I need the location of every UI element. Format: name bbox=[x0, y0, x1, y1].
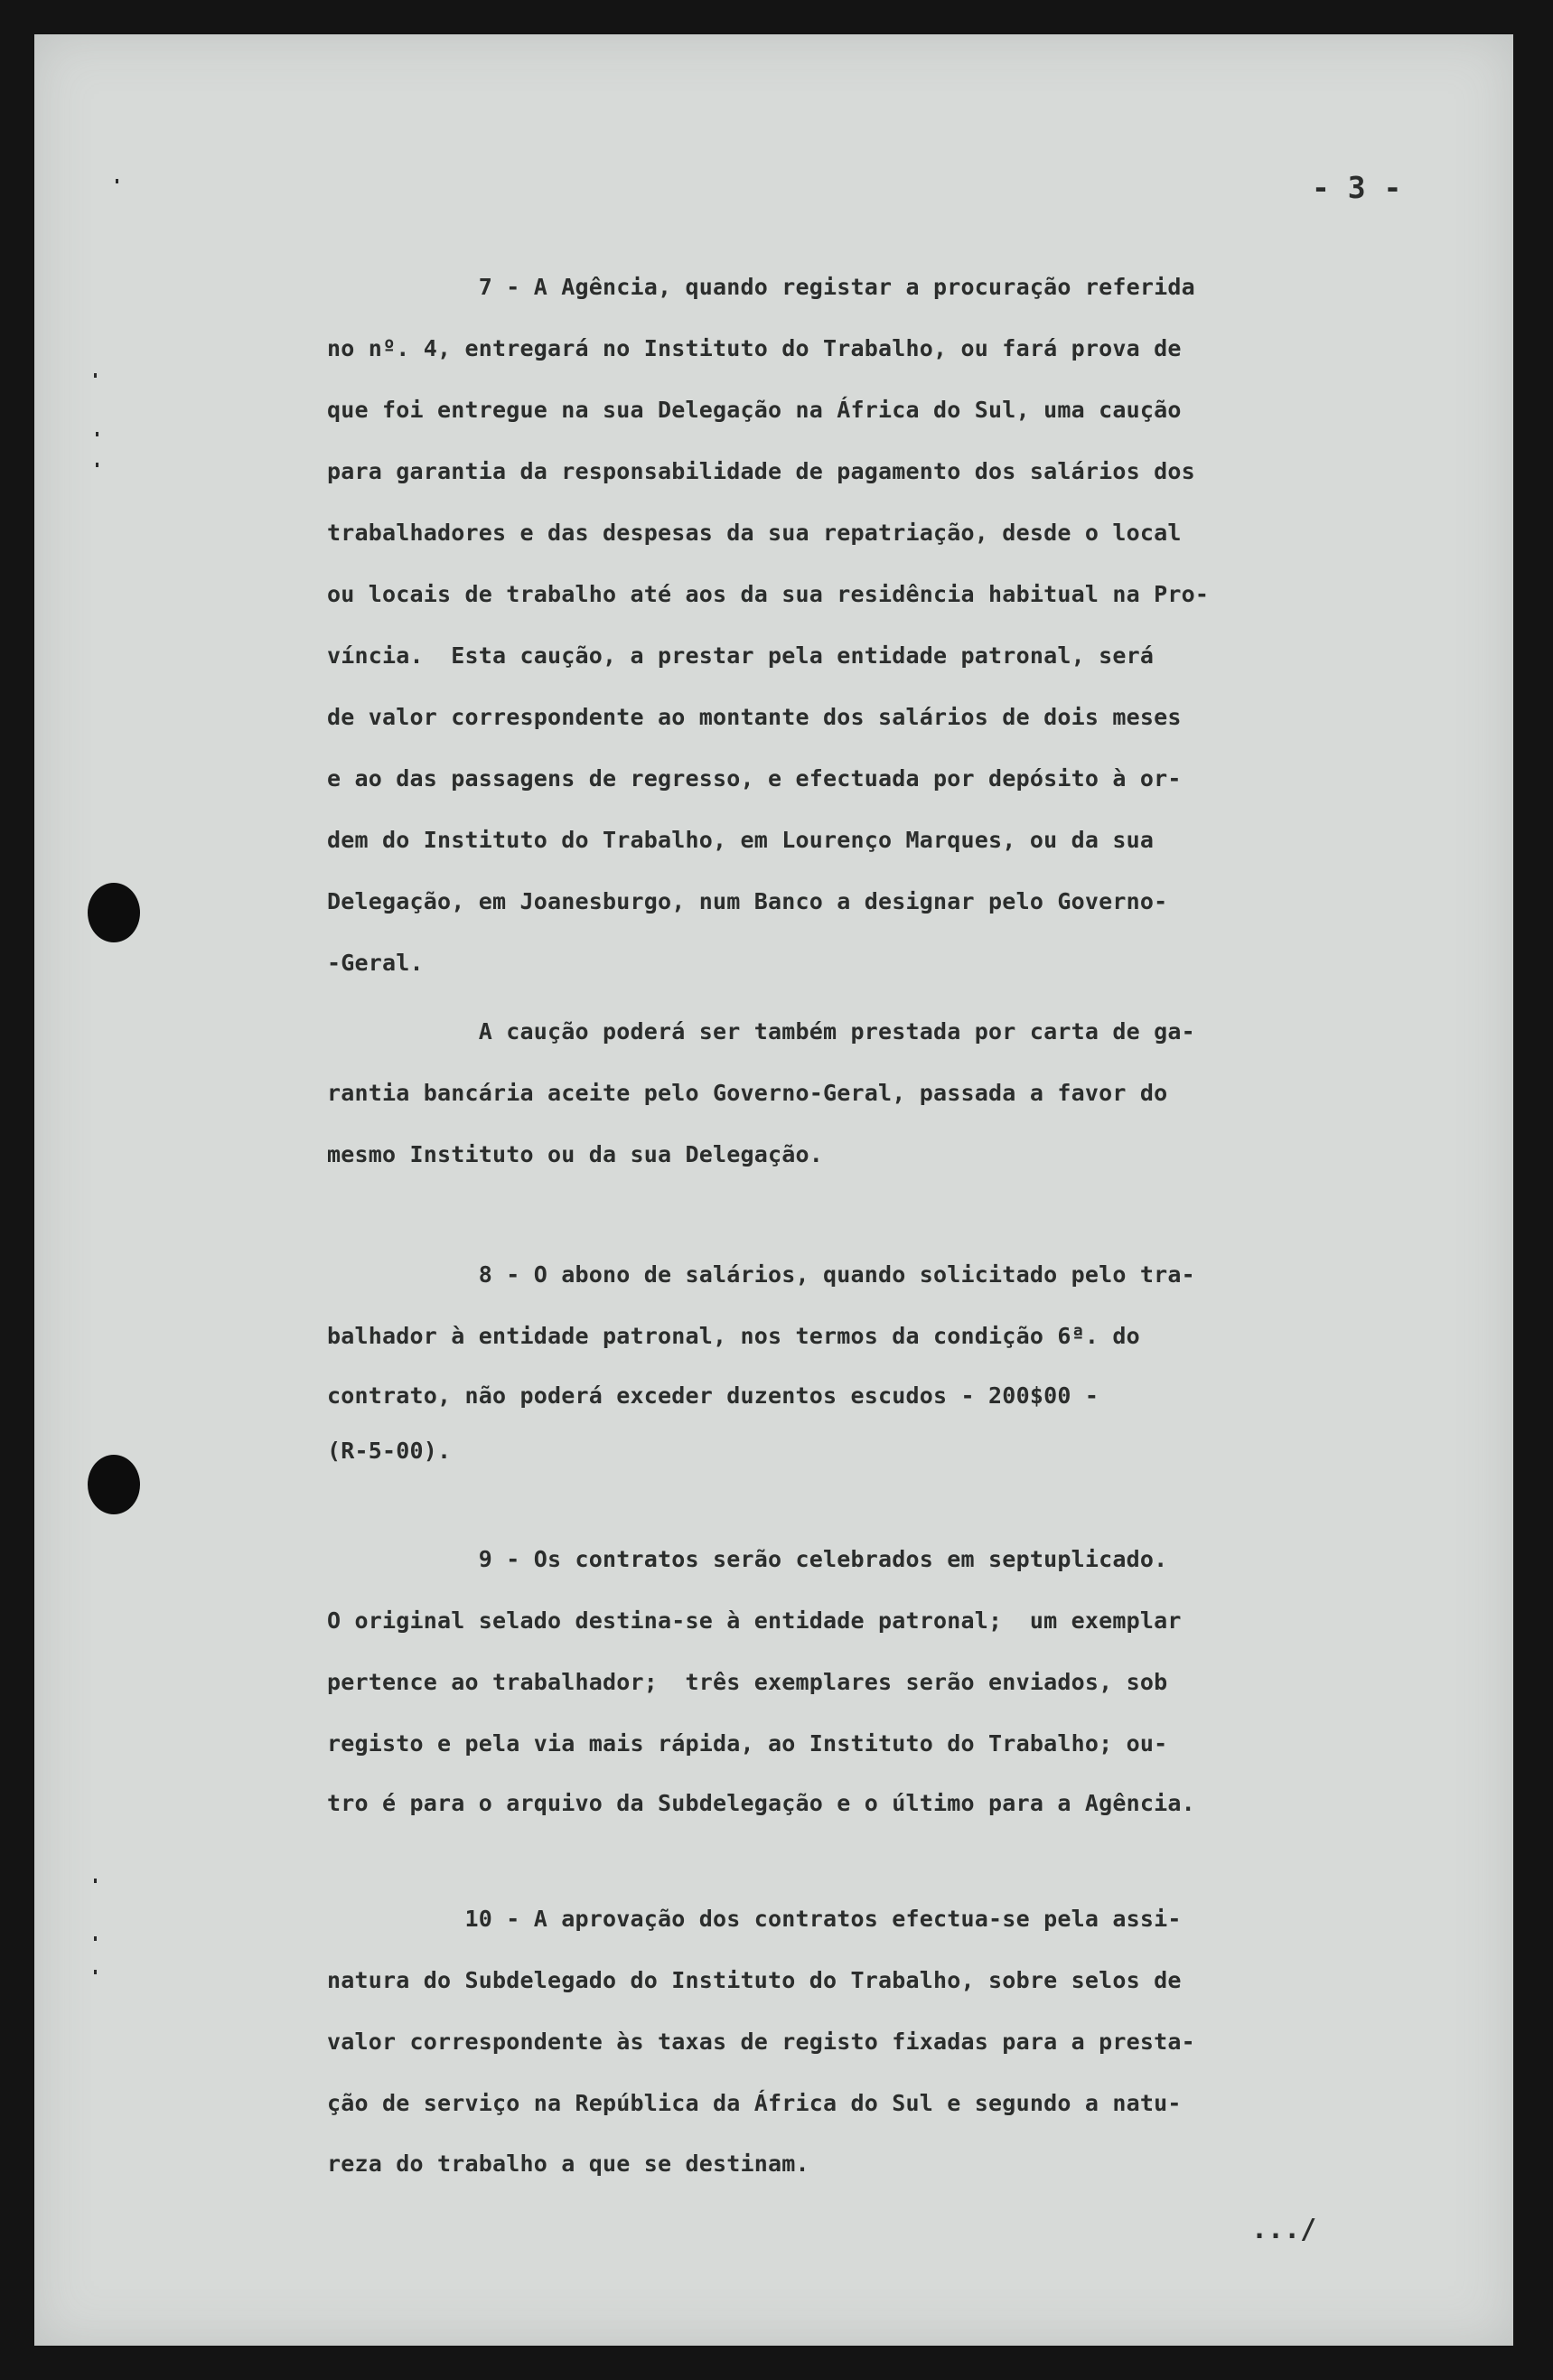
text-line: contrato, não poderá exceder duzentos escudos - 200$00 - bbox=[327, 1382, 1099, 1409]
margin-mark bbox=[94, 1879, 97, 1883]
text-line: 8 - O abono de salários, quando solicitado pelo tra- bbox=[327, 1261, 1195, 1288]
text-line: de valor correspondente ao montante dos salários de dois meses bbox=[327, 704, 1182, 730]
margin-mark bbox=[94, 373, 97, 378]
text-line: 10 - A aprovação dos contratos efectua-se pela assi- bbox=[327, 1906, 1182, 1932]
text-line: rantia bancária aceite pelo Governo-Geral, passada a favor do bbox=[327, 1080, 1168, 1106]
text-line: que foi entregue na sua Delegação na África do Sul, uma caução bbox=[327, 397, 1182, 423]
text-line: ou locais de trabalho até aos da sua residência habitual na Pro- bbox=[327, 581, 1210, 607]
margin-mark bbox=[96, 432, 98, 436]
text-line: para garantia da responsabilidade de pagamento dos salários dos bbox=[327, 458, 1195, 484]
text-line: natura do Subdelegado do Instituto do Trabalho, sobre selos de bbox=[327, 1967, 1182, 1993]
text-line: pertence ao trabalhador; três exemplares serão enviados, sob bbox=[327, 1669, 1168, 1695]
document-page bbox=[34, 34, 1513, 2346]
text-line: -Geral. bbox=[327, 950, 424, 976]
text-line: mesmo Instituto ou da sua Delegação. bbox=[327, 1141, 824, 1167]
margin-mark bbox=[96, 463, 98, 467]
margin-mark bbox=[94, 1970, 97, 1974]
text-line: ção de serviço na República da África do Sul e segundo a natu- bbox=[327, 2090, 1182, 2116]
text-line: reza do trabalho a que se destinam. bbox=[327, 2150, 809, 2177]
text-line: Delegação, em Joanesburgo, num Banco a designar pelo Governo- bbox=[327, 888, 1168, 914]
text-line: 7 - A Agência, quando registar a procuração referida bbox=[327, 274, 1195, 300]
text-line: trabalhadores e das despesas da sua repatriação, desde o local bbox=[327, 520, 1182, 546]
text-line: valor correspondente às taxas de registo fixadas para a presta- bbox=[327, 2029, 1195, 2055]
text-line: registo e pela via mais rápida, ao Instituto do Trabalho; ou- bbox=[327, 1730, 1168, 1757]
text-line: no nº. 4, entregará no Instituto do Trabalho, ou fará prova de bbox=[327, 335, 1182, 361]
continuation-mark: .../ bbox=[1251, 2214, 1317, 2245]
text-line: dem do Instituto do Trabalho, em Lourenço Marques, ou da sua bbox=[327, 827, 1155, 853]
text-line: A caução poderá ser também prestada por carta de ga- bbox=[327, 1018, 1195, 1045]
punch-hole-top bbox=[88, 883, 140, 942]
text-line: balhador à entidade patronal, nos termos da condição 6ª. do bbox=[327, 1323, 1140, 1349]
text-line: (R-5-00). bbox=[327, 1438, 452, 1464]
text-line: víncia. Esta caução, a prestar pela entidade patronal, será bbox=[327, 642, 1155, 669]
text-line: e ao das passagens de regresso, e efectuada por depósito à or- bbox=[327, 765, 1182, 792]
text-line: tro é para o arquivo da Subdelegação e o último para a Agência. bbox=[327, 1790, 1195, 1816]
page-number: - 3 - bbox=[1312, 170, 1402, 205]
punch-hole-bottom bbox=[88, 1455, 140, 1514]
text-line: 9 - Os contratos serão celebrados em septuplicado. bbox=[327, 1546, 1168, 1572]
text-line: O original selado destina-se à entidade patronal; um exemplar bbox=[327, 1607, 1182, 1634]
margin-mark bbox=[94, 1936, 97, 1941]
margin-mark bbox=[116, 179, 118, 183]
